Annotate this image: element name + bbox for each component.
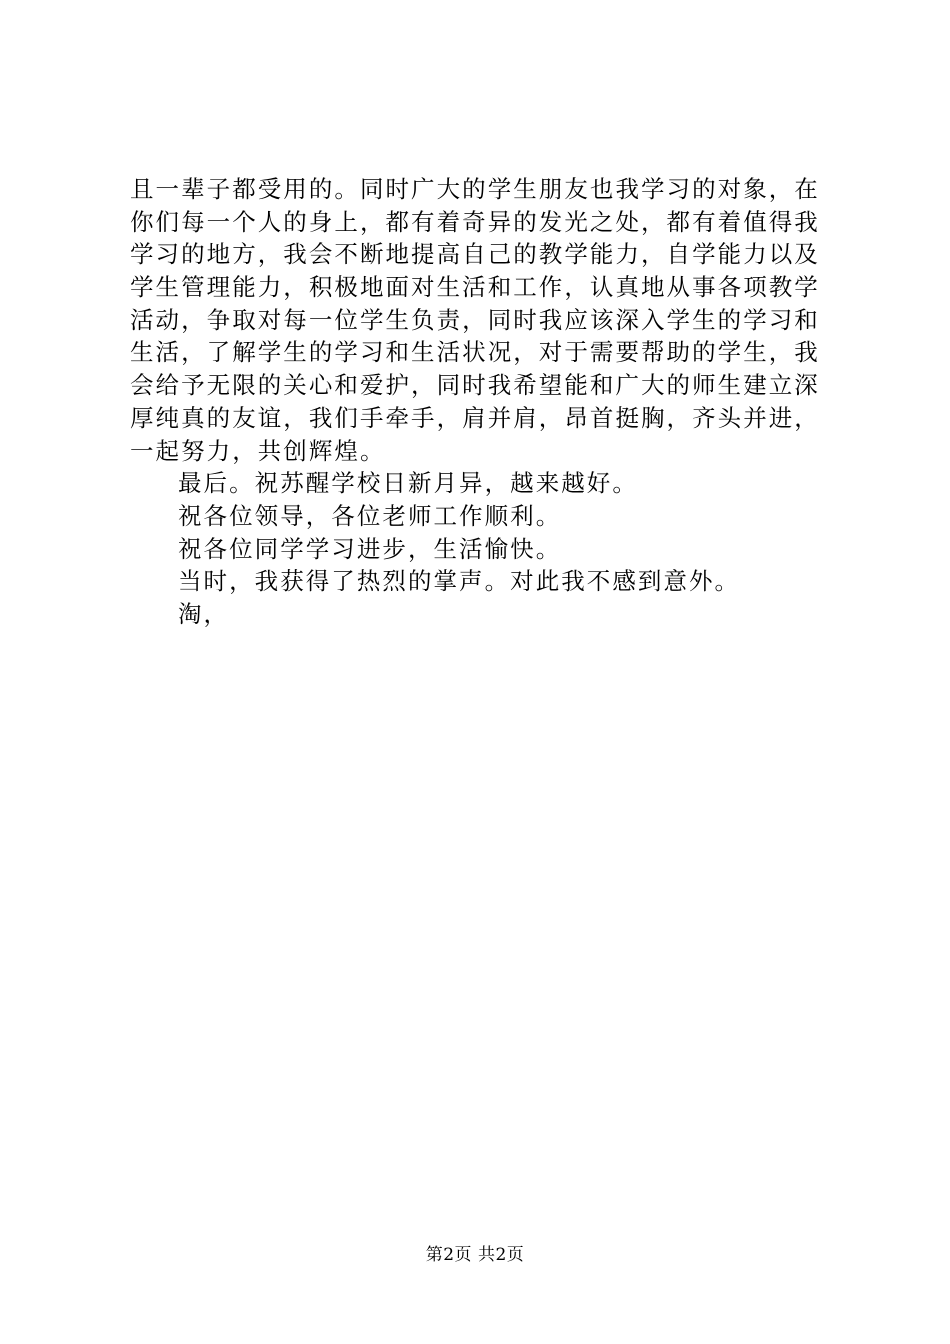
closing-line: 当时，我获得了热烈的掌声。对此我不感到意外。 xyxy=(178,567,741,596)
page-footer xyxy=(0,1243,950,1267)
closing-line: 祝各位同学学习进步，生活愉快。 xyxy=(178,534,562,563)
paragraph-line: 一起努力，共创辉煌。 xyxy=(130,436,386,465)
closing-line: 祝各位领导，各位老师工作顺利。 xyxy=(178,501,562,530)
paragraph-line: 厚纯真的友谊，我们手牵手，肩并肩，昂首挺胸，齐头并进， xyxy=(130,403,820,432)
paragraph-line: 会给予无限的关心和爱护，同时我希望能和广大的师生建立深 xyxy=(130,371,820,400)
paragraph-line: 生活，了解学生的学习和生活状况，对于需要帮助的学生，我 xyxy=(130,338,820,367)
paragraph-line: 活动，争取对每一位学生负责，同时我应该深入学生的学习和 xyxy=(130,305,820,334)
closing-line: 淘， xyxy=(178,599,230,628)
closing-line: 最后。祝苏醒学校日新月异，越来越好。 xyxy=(178,469,638,498)
document-body xyxy=(130,173,835,631)
paragraph-line: 学习的地方，我会不断地提高自己的教学能力，自学能力以及 xyxy=(130,240,820,269)
paragraph-line: 且一辈子都受用的。同时广大的学生朋友也我学习的对象，在 xyxy=(130,175,820,203)
paragraph-line: 学生管理能力，积极地面对生活和工作，认真地从事各项教学 xyxy=(130,273,820,302)
page-number: 第2页 共2页 xyxy=(425,1245,525,1265)
paragraph-line: 你们每一个人的身上，都有着奇异的发光之处，都有着值得我 xyxy=(130,207,820,236)
